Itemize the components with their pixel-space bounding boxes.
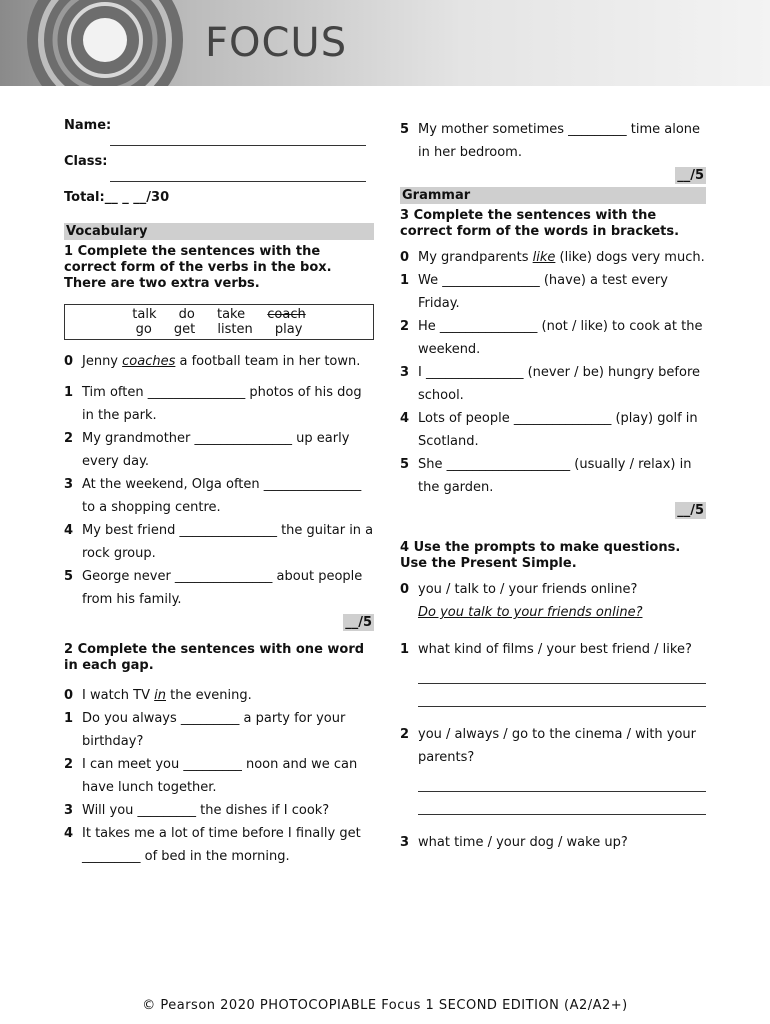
ex4-item-2: 2 you / always / go to the cinema / with your parents? <box>400 727 697 765</box>
answer-line[interactable] <box>418 769 706 792</box>
class-line <box>110 169 366 182</box>
word-box-row1 <box>69 307 369 322</box>
ex4-item-0: 0 you / talk to / your friends online? Do you talk to your friends online? <box>400 578 706 624</box>
example-answer: Do you talk to your friends online? <box>418 605 643 620</box>
ex3-score: __/5 <box>677 503 704 518</box>
vocabulary-heading: Vocabulary <box>64 223 374 240</box>
example-answer: coaches <box>122 354 176 369</box>
answer-line[interactable] <box>418 661 706 684</box>
ex4-instruction: 4 Use the prompts to make questions. Use the Present Simple. <box>400 540 681 571</box>
total-value: __ _ __/30 <box>104 190 170 205</box>
ex2-item-2: 2 I can meet you _________ noon and we can have lunch together. <box>64 757 358 795</box>
ex3-item-3: 3 I _______________ (never / be) hungry before school. <box>400 365 701 403</box>
ex1-score: __/5 <box>345 615 372 630</box>
box-word: do <box>178 307 195 322</box>
ex1-item-2: 2 My grandmother _______________ up early every day. <box>64 431 350 469</box>
total-label: Total:__ _ __/30 <box>64 190 170 205</box>
ex2-item-0: 0 I watch TV in the evening. <box>64 688 252 703</box>
answer-line[interactable] <box>418 684 706 707</box>
ex3-item-4: 4 Lots of people _______________ (play) golf in Scotland. <box>400 411 698 449</box>
footer-copyright: © Pearson 2020 PHOTOCOPIABLE Focus 1 SECOND EDITION (A2/A2+) <box>142 998 628 1013</box>
box-word-struck: coach <box>267 307 306 322</box>
ex1-item-1: 1 Tim often _______________ photos of his dog in the park. <box>64 385 362 423</box>
box-word: listen <box>217 322 253 337</box>
ex2-item-5: 5 My mother sometimes _________ time alone in her bedroom. <box>400 122 701 160</box>
answer-line[interactable] <box>418 792 706 815</box>
header-banner <box>0 0 770 86</box>
box-word: take <box>216 307 246 322</box>
grammar-heading: Grammar <box>400 187 706 204</box>
example-answer: like <box>532 250 556 265</box>
example-answer: in <box>154 688 167 703</box>
ex2-instruction: 2 Complete the sentences with one word in each gap. <box>64 642 365 673</box>
ex2-item-3: 3 Will you _________ the dishes if I cook? <box>64 803 330 818</box>
box-word: go <box>135 322 152 337</box>
ex1-instruction: 1 Complete the sentences with the correct form of the verbs in the box. There are two extra verbs. <box>64 244 332 291</box>
name-line <box>110 133 366 146</box>
box-word: get <box>173 322 196 337</box>
right-column <box>400 118 706 854</box>
focus-logo-icon <box>18 0 193 86</box>
word-box-row2 <box>69 322 369 337</box>
ex3-item-1: 1 We _______________ (have) a test every Friday. <box>400 273 668 311</box>
box-word: talk <box>132 307 157 322</box>
ex1-item-5: 5 George never _______________ about people from his family. <box>64 569 363 607</box>
ex2-item-1: 1 Do you always _________ a party for your birthday? <box>64 711 346 749</box>
class-label: Class: <box>64 154 108 169</box>
ex2-item-4: 4 It takes me a lot of time before I finally get _________ of bed in the morning. <box>64 826 361 864</box>
ex1-item-0: 0 Jenny coaches a football team in her town. <box>64 354 361 369</box>
ex1-item-3: 3 At the weekend, Olga often _______________ to a shopping centre. <box>64 477 362 515</box>
ex3-item-2: 2 He _______________ (not / like) to cook at the weekend. <box>400 319 703 357</box>
ex3-item-0: 0 My grandparents like (like) dogs very much. <box>400 250 705 265</box>
word-box <box>64 304 374 340</box>
ex4-item-1: 1 what kind of films / your best friend / like? <box>400 642 692 657</box>
ex1-item-4: 4 My best friend _______________ the guitar in a rock group. <box>64 523 374 561</box>
box-word: play <box>274 322 303 337</box>
ex2-score: __/5 <box>677 168 704 183</box>
name-label: Name: <box>64 118 112 133</box>
ex3-item-5: 5 She ___________________ (usually / relax) in the garden. <box>400 457 692 495</box>
header-title: FOCUS <box>205 20 348 66</box>
ex4-item-3: 3 what time / your dog / wake up? <box>400 835 628 850</box>
ex3-instruction: 3 Complete the sentences with the correct form of the words in brackets. <box>400 208 680 239</box>
left-column <box>64 118 374 868</box>
